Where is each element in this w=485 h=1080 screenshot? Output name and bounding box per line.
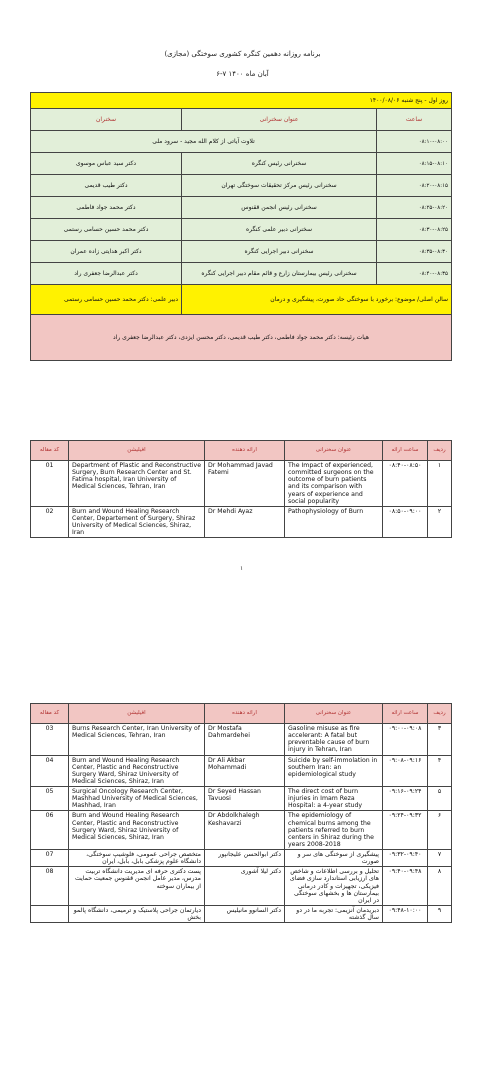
header-code: کد مقاله xyxy=(31,441,69,461)
abstract-row-number: ۶ xyxy=(428,811,452,850)
program-title: سخنرانی دبیر اجرایی کنگره xyxy=(182,241,377,263)
abstract-title: The epidemiology of chemical burns among the patients referred to burn centers in Shiraz during the years 2008-2018 xyxy=(285,811,383,850)
abstract-code: 04 xyxy=(31,755,69,787)
day-title: روز اول - پنج شنبه ۱۴۰۰/۰۸/۰۶ xyxy=(31,93,452,109)
abstract-time: ۰۹:۰۸-۰۹:۱۶ xyxy=(383,755,428,787)
abstract-affiliation: پست دکتری حرفه ای مدیریت دانشگاه تربیت مدرس، مدیر عامل انجمن ققنوس جمعیت حمایت از بیماران سوخته xyxy=(69,867,205,906)
abstract-presenter: دکتر ابوالحسن علیجانپور xyxy=(205,850,285,867)
abstract-presenter: Dr Seyed Hassan Tavuosi xyxy=(205,787,285,811)
abstract-presenter: دکتر لیلا آشوری xyxy=(205,867,285,906)
abstract-title: Suicide by self-immolation in southern Iran: an epidemiological study xyxy=(285,755,383,787)
abstract-code: 08 xyxy=(31,867,69,906)
program-time: ۰۸:۳۰-۰۸:۲۵ xyxy=(377,219,452,241)
abstract-affiliation: دیارتمان جراحی پلاستیک و ترمیمی، دانشگاه پالمو بخش xyxy=(69,905,205,922)
header-title: عنوان سخنرانی xyxy=(285,441,383,461)
abstract-row xyxy=(31,506,452,538)
program-header-title: برنامه روزانه دهمین کنگره کشوری سوختگی (مجازی) xyxy=(164,50,321,58)
abstract-affiliation: Surgical Oncology Research Center, Mashhad University of Medical Sciences, Mashhad, Iran xyxy=(69,787,205,811)
abstract-row xyxy=(31,867,452,906)
program-speaker: دکتر اکبر هدایتی زاده عمران xyxy=(31,241,182,263)
abstract-presenter: Dr Abdolkhalegh Keshavarzi xyxy=(205,811,285,850)
col-time-header: ساعت xyxy=(377,109,452,131)
program-speaker: دکتر محمد جواد فاطمی xyxy=(31,197,182,219)
abstract-code: 02 xyxy=(31,506,69,538)
header-presenter: ارائه دهنده xyxy=(205,441,285,461)
abstract-title: Gasoline misuse as fire accelerant: A fatal but preventable cause of burn injury in Tehran, Iran xyxy=(285,724,383,756)
abstract-presenter: دکتر السانوو مانیلیس xyxy=(205,905,285,922)
abstract-row-number: ۸ xyxy=(428,867,452,906)
program-time: ۰۸:۱۵-۰۸:۱۰ xyxy=(377,153,452,175)
abstract-presenter: Dr Mehdi Ayaz xyxy=(205,506,285,538)
abstract-code: 06 xyxy=(31,811,69,850)
abstract-code xyxy=(31,905,69,922)
abstract-presenter: Dr Ali Akbar Mohammadi xyxy=(205,755,285,787)
program-title: تلاوت آیاتی از کلام الله مجید - سرود ملی xyxy=(31,131,377,153)
program-row xyxy=(31,219,452,241)
header-time: ساعت ارائه xyxy=(383,441,428,461)
abstract-row-number: ۹ xyxy=(428,905,452,922)
abstract-row-number: ۷ xyxy=(428,850,452,867)
abstract-title: پیشگیری از سوختگی های سر و صورت xyxy=(285,850,383,867)
abstract-row-number: ۵ xyxy=(428,787,452,811)
hall-row xyxy=(31,285,452,315)
header-row: ردیف xyxy=(428,704,452,724)
header-row: ردیف xyxy=(428,441,452,461)
program-header-date: ۶-۷ آبان ماه ۱۴۰۰ xyxy=(216,70,269,78)
abstract-presenter: Dr Mostafa Dahmardehei xyxy=(205,724,285,756)
page-bullet-mark: ١ xyxy=(240,565,244,572)
abstract-row xyxy=(31,787,452,811)
abstract-row-number: ۱ xyxy=(428,461,452,507)
panel-row xyxy=(31,315,452,361)
col-speaker-header: سخنران xyxy=(31,109,182,131)
program-time: ۰۸:۲۵-۰۸:۲۰ xyxy=(377,197,452,219)
program-time: ۰۸:۱۰-۰۸:۰۰ xyxy=(377,131,452,153)
program-time: ۰۸:۲۰-۰۸:۱۵ xyxy=(377,175,452,197)
program-row xyxy=(31,153,452,175)
abstract-header-row xyxy=(31,704,452,724)
abstract-presenter: Dr Mohammad Javad Fatemi xyxy=(205,461,285,507)
abstract-header-row xyxy=(31,441,452,461)
abstract-row xyxy=(31,755,452,787)
abstract-time: ۰۹:۱۶-۰۹:۲۴ xyxy=(383,787,428,811)
abstract-table-2 xyxy=(30,703,452,923)
program-row xyxy=(31,175,452,197)
abstract-time: ۰۸:۵۰-۰۹:۰۰ xyxy=(383,506,428,538)
abstract-row xyxy=(31,850,452,867)
abstract-title: تحلیل و بررسی اطلاعات و شاخص های ارزیابی استاندارد سازی فضای فیزیکی، تجهیزات و کادر درمانی بیمارستان ها و بخشهای سوختگی در ایران xyxy=(285,867,383,906)
abstract-title: Pathophysiology of Burn xyxy=(285,506,383,538)
program-row xyxy=(31,241,452,263)
program-title: سخنرانی رئیس کنگره xyxy=(182,153,377,175)
abstract-affiliation: Burn and Wound Healing Research Center, Plastic and Reconstructive Surgery Ward, Shiraz University of Medical Sciences, Shiraz, Iran xyxy=(69,811,205,850)
abstract-code: 05 xyxy=(31,787,69,811)
header-code: کد مقاله xyxy=(31,704,69,724)
abstract-code: 01 xyxy=(31,461,69,507)
abstract-time: ۰۹:۲۴-۰۹:۳۲ xyxy=(383,811,428,850)
program-speaker: دکتر محمد حسین حسامی رستمی xyxy=(31,219,182,241)
program-title: سخنرانی رئیس بیمارستان زارع و قائم مقام دبیر اجرایی کنگره xyxy=(182,263,377,285)
abstract-affiliation: Burns Research Center, Iran University of Medical Sciences, Tehran, Iran xyxy=(69,724,205,756)
program-title: سخنرانی رئیس مرکز تحقیقات سوختگی تهران xyxy=(182,175,377,197)
program-row xyxy=(31,131,452,153)
abstract-title: The Impact of experienced, committed surgeons on the outcome of burn patients and its comparison with years of experience and social popularity xyxy=(285,461,383,507)
program-speaker: دکتر سید عباس موسوی xyxy=(31,153,182,175)
abstract-row xyxy=(31,461,452,507)
program-title: سخنرانی رئیس انجمن ققنوس xyxy=(182,197,377,219)
abstract-time: ۰۹:۳۲-۰۹:۴۰ xyxy=(383,850,428,867)
hall-secretary: دبیر علمی: دکتر محمد حسین حسامی رستمی xyxy=(31,285,182,315)
header-time: ساعت ارائه xyxy=(383,704,428,724)
abstract-affiliation: Burn and Wound Healing Research Center, Departement of Surgery, Shiraz University of Medical Sciences, Shiraz, Iran xyxy=(69,506,205,538)
abstract-code: 03 xyxy=(31,724,69,756)
abstract-affiliation: Department of Plastic and Reconstructive Surgery, Burn Research Center and St. Fatima hospital, Iran University of Medical Sciences, Tehran, Iran xyxy=(69,461,205,507)
abstract-time: ۰۹:۰۰-۰۹:۰۸ xyxy=(383,724,428,756)
abstract-title: دبریدمان آنزیمی: تجربه ما در دو سال گذشته xyxy=(285,905,383,922)
abstract-time: ۰۹:۴۰-۰۹:۴۸ xyxy=(383,867,428,906)
col-title-header: عنوان سخنرانی xyxy=(182,109,377,131)
header-title: عنوان سخنرانی xyxy=(285,704,383,724)
program-time: ۰۸:۴۰-۰۸:۳۵ xyxy=(377,263,452,285)
abstract-time: ۰۸:۴۰-۰۸:۵۰ xyxy=(383,461,428,507)
abstract-row-number: ۲ xyxy=(428,506,452,538)
panel-members: هیات رئیسه: دکتر محمد جواد فاطمی، دکتر طیب قدیمی، دکتر محسن ایزدی، دکتر عبدالرضا جعفری راد xyxy=(31,315,452,361)
abstract-table-1 xyxy=(30,440,452,538)
day-title-row xyxy=(31,93,452,109)
hall-title: سالن اصلی/ موضوع: برخورد با سوختگی حاد صورت، پیشگیری و درمان xyxy=(182,285,452,315)
abstract-row-number: ۳ xyxy=(428,724,452,756)
header-affiliation: افیلیشن xyxy=(69,441,205,461)
abstract-code: 07 xyxy=(31,850,69,867)
program-title: سخنرانی دبیر علمی کنگره xyxy=(182,219,377,241)
abstract-title: The direct cost of burn injuries in Imam Reza Hospital: a 4-year study xyxy=(285,787,383,811)
header-presenter: ارائه دهنده xyxy=(205,704,285,724)
abstract-affiliation: متخصص جراحی عمومی، فلوشیپ سوختگی، دانشگاه علوم پزشکی بابل، بابل، ایران xyxy=(69,850,205,867)
abstract-time: ۰۹:۴۸-۱۰:۰۰ xyxy=(383,905,428,922)
program-time: ۰۸:۳۵-۰۸:۳۰ xyxy=(377,241,452,263)
abstract-row xyxy=(31,811,452,850)
abstract-affiliation: Burn and Wound Healing Research Center, Plastic and Reconstructive Surgery Ward, Shiraz University of Medical Sciences, Shiraz, Iran xyxy=(69,755,205,787)
program-speaker: دکتر عبدالرضا جعفری راد xyxy=(31,263,182,285)
abstract-row-number: ۴ xyxy=(428,755,452,787)
program-column-header-row xyxy=(31,109,452,131)
program-speaker: دکتر طیب قدیمی xyxy=(31,175,182,197)
abstract-row xyxy=(31,905,452,922)
program-table xyxy=(30,92,452,361)
program-row xyxy=(31,197,452,219)
program-row xyxy=(31,263,452,285)
abstract-row xyxy=(31,724,452,756)
header-affiliation: افیلیشن xyxy=(69,704,205,724)
